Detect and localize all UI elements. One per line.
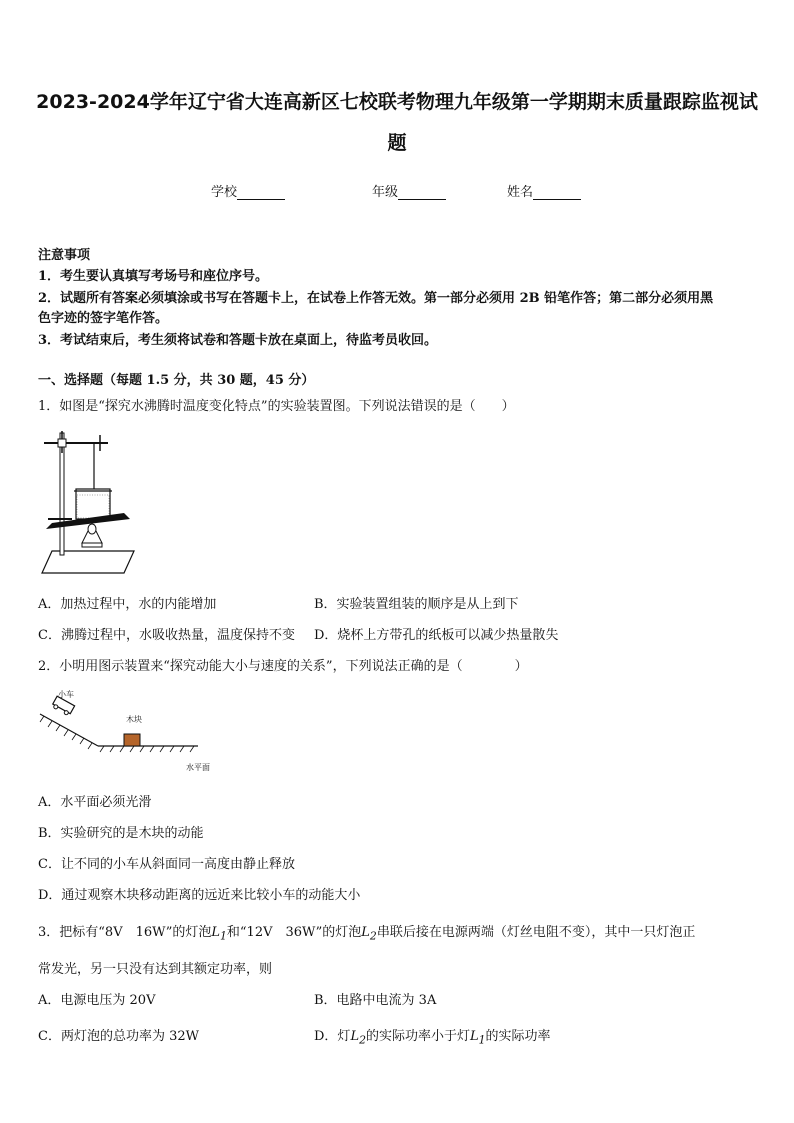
q3-option-d: D．灯$L_2$的实际功率小于灯$L_1$的实际功率 [314,1029,551,1047]
q1-stem: 1．如图是“探究水沸腾时温度变化特点”的实验装置图。下列说法错误的是（ ） [38,399,515,414]
q2-option-c: C．让不同的小车从斜面同一高度由静止释放 [38,857,295,872]
name-field [507,181,581,200]
q3-stem-line1: 3．把标有“8V 16W”的灯泡$L_1$和“12V 36W”的灯泡$L_2$串联后接在电源两端（灯丝电阻不变），其中一只灯泡正 [38,925,696,943]
q3-option-b: B．电路中电流为 3A [314,993,437,1008]
q1-option-b: B．实验装置组装的顺序是从上到下 [314,597,519,612]
q3-option-a: A．电源电压为 20V [38,993,156,1008]
page-title-line1: 2023-2024学年辽宁省大连高新区七校联考物理九年级第一学期期末质量跟踪监视试 [36,91,758,113]
q3-stem-line2: 常发光，另一只没有达到其额定功率，则 [38,962,273,977]
lamp-l1-symbol: $L_1$ [469,1029,486,1047]
lamp-l1-symbol: $L_1$ [211,925,227,943]
notice-item-1: 1．考生要认真填写考场号和座位序号。 [38,269,269,284]
notice-heading: 注意事项 [38,248,91,263]
name-blank [533,185,581,200]
grade-blank [398,185,446,200]
lamp-l2-symbol: $L_2$ [361,925,377,943]
name-label: 姓名 [507,185,534,200]
lamp-l2-symbol: $L_2$ [350,1029,366,1047]
section-heading: 一、选择题（每题 1.5 分，共 30 题，45 分） [38,373,315,388]
notice-item-2: 2．试题所有答案必须填涂或书写在答题卡上，在试卷上作答无效。第一部分必须用 2B 铅笔作答；第二部分必须用黑 [38,291,714,306]
grade-field [372,181,446,200]
q2-option-b: B．实验研究的是木块的动能 [38,826,204,841]
page-title-line2: 题 [387,132,407,154]
q2-option-a: A．水平面必须光滑 [38,795,152,810]
q2-stem: 2．小明用图示装置来“探究动能大小与速度的关系”，下列说法正确的是（ ） [38,659,528,674]
floor-label: 水平面 [186,763,210,772]
q1-option-a: A．加热过程中，水的内能增加 [38,597,217,612]
block-label: 木块 [126,715,142,724]
boiling-apparatus-figure [38,427,138,577]
school-label: 学校 [211,185,238,200]
q3-option-c: C．两灯泡的总功率为 32W [38,1029,199,1044]
notice-item-3: 3．考试结束后，考生须将试卷和答题卡放在桌面上，待监考员收回。 [38,333,438,348]
grade-label: 年级 [372,185,399,200]
school-field [211,181,285,200]
car-label: 小车 [58,690,74,699]
school-blank [237,185,285,200]
q2-option-d: D．通过观察木块移动距离的远近来比较小车的动能大小 [38,888,361,903]
q1-option-c: C．沸腾过程中，水吸收热量，温度保持不变 [38,628,295,643]
q1-option-d: D．烧杯上方带孔的纸板可以减少热量散失 [314,628,559,643]
notice-item-2-cont: 色字迹的签字笔作答。 [38,311,169,326]
